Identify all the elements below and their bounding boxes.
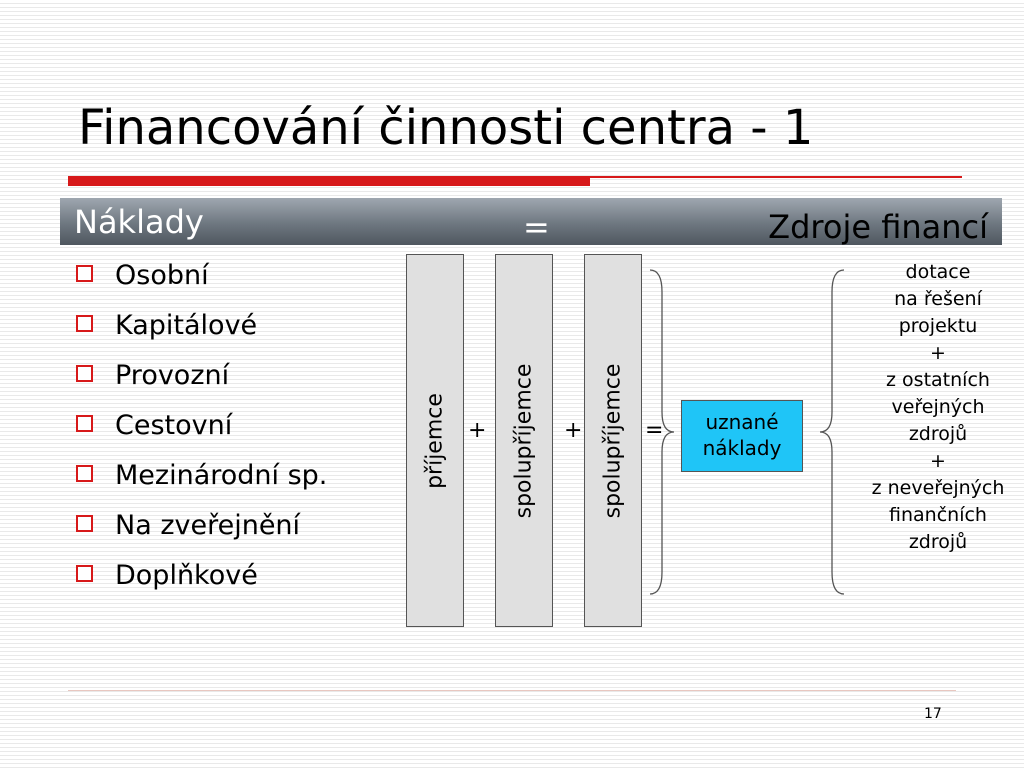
eligible-costs-box [681,400,803,472]
list-item [76,356,327,406]
page-number: 17 [924,706,942,722]
list-item-label: Kapitálové [115,310,258,341]
header-bar [60,198,1002,245]
recipient-column [406,254,464,627]
header-sources-label: Zdroje financí [768,208,988,246]
source-line: zdrojů [908,531,968,553]
bullet-square-icon [76,565,93,582]
eligible-costs-line2: náklady [702,436,782,460]
co-recipient-column-2 [584,254,642,627]
list-item [76,406,327,456]
co-recipient-label-1: spolupříjemce [511,363,537,518]
header-costs-label: Náklady [74,203,204,241]
list-item [76,506,327,556]
source-line: veřejných [891,396,985,418]
source-line: dotace [905,261,971,283]
source-line: zdrojů [908,423,968,445]
list-item-label: Mezinárodní sp. [115,460,328,491]
list-item [76,256,327,306]
slide-title: Financování činnosti centra - 1 [78,100,814,156]
list-item [76,556,327,606]
title-rule-thin [590,176,962,178]
cost-list [76,256,327,606]
co-recipient-column-1 [495,254,553,627]
list-item-label: Doplňkové [115,560,258,591]
bullet-square-icon [76,515,93,532]
title-rule-thick [68,176,590,186]
list-item-label: Provozní [115,360,230,391]
bullet-square-icon [76,315,93,332]
funding-sources-text [853,259,1023,556]
plus-sign-1: + [468,418,487,443]
eligible-costs-line1: uznané [705,410,779,434]
list-item [76,456,327,506]
source-line: z neveřejných [871,477,1005,499]
bullet-square-icon [76,265,93,282]
bullet-square-icon [76,415,93,432]
footer-divider [68,690,956,691]
plus-sign-2: + [564,418,583,443]
list-item-label: Na zveřejnění [115,510,301,541]
bullet-square-icon [76,465,93,482]
co-recipient-label-2: spolupříjemce [600,363,626,518]
equals-sign: = [645,418,664,443]
header-equals: = [523,208,550,246]
source-line: + [930,342,946,364]
source-line: projektu [898,315,978,337]
list-item [76,306,327,356]
source-line: finančních [889,504,987,526]
source-line: + [930,450,946,472]
source-line: na řešení [894,288,982,310]
bullet-square-icon [76,365,93,382]
source-line: z ostatních [886,369,990,391]
list-item-label: Cestovní [115,410,233,441]
list-item-label: Osobní [115,260,209,291]
recipient-label: příjemce [422,392,448,489]
left-brace-icon [810,262,850,602]
